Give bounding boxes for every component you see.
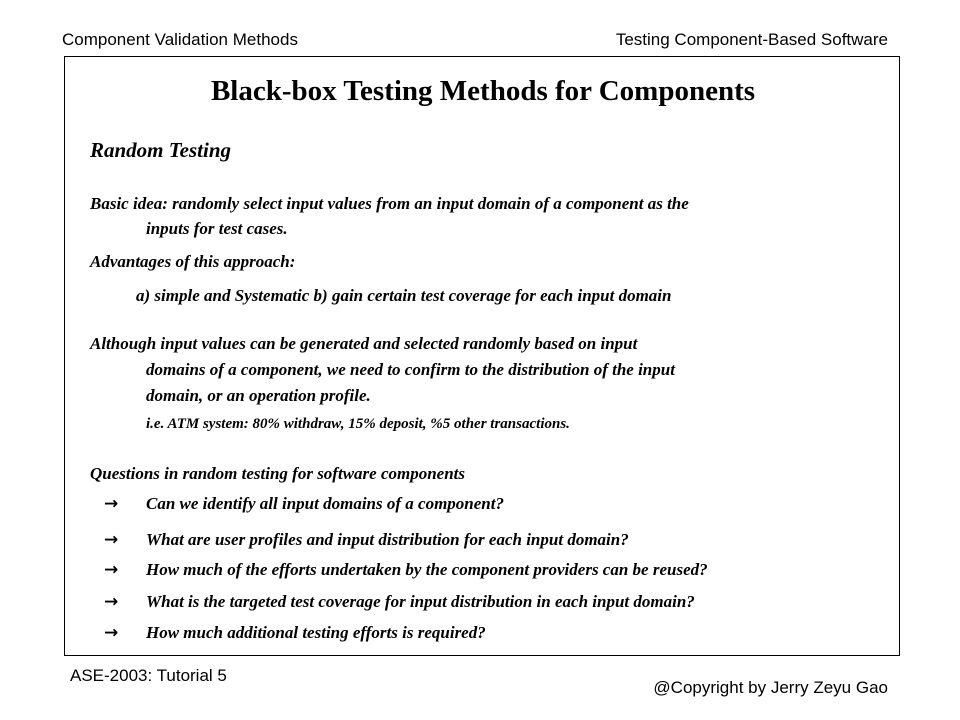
question-text: What is the targeted test coverage for input distribution in each input domain?: [146, 592, 695, 611]
basic-idea-line-1: Basic idea: randomly select input values from an input domain of a component as the: [90, 194, 689, 213]
footer-left: ASE-2003: Tutorial 5: [70, 666, 227, 685]
atm-example: i.e. ATM system: 80% withdraw, 15% deposit, %5 other transactions.: [146, 416, 570, 432]
arrow-right-icon: →: [104, 623, 119, 643]
although-line-1: Although input values can be generated and selected randomly based on input: [90, 334, 638, 353]
question-text: How much additional testing efforts is required?: [146, 623, 486, 642]
basic-idea-line-2: inputs for test cases.: [146, 219, 288, 238]
questions-heading: Questions in random testing for software components: [90, 464, 466, 483]
advantages-items: a) simple and Systematic b) gain certain test coverage for each input domain: [136, 286, 672, 305]
section-title: Random Testing: [90, 138, 232, 162]
question-text: Can we identify all input domains of a component?: [146, 494, 504, 513]
advantages-heading: Advantages of this approach:: [90, 252, 296, 271]
header-left: Component Validation Methods: [62, 30, 298, 49]
arrow-right-icon: →: [104, 592, 119, 612]
header-right: Testing Component-Based Software: [615, 30, 888, 49]
footer-right: @Copyright by Jerry Zeyu Gao: [653, 678, 888, 697]
arrow-right-icon: →: [104, 560, 119, 580]
although-line-3: domain, or an operation profile.: [146, 386, 371, 405]
although-line-2: domains of a component, we need to confirm to the distribution of the input: [146, 360, 675, 379]
slide-title: Black-box Testing Methods for Components: [210, 75, 756, 107]
question-text: How much of the efforts undertaken by the component providers can be reused?: [146, 560, 708, 579]
arrow-right-icon: →: [104, 494, 119, 514]
arrow-right-icon: →: [104, 530, 119, 550]
question-text: What are user profiles and input distribution for each input domain?: [146, 530, 629, 549]
